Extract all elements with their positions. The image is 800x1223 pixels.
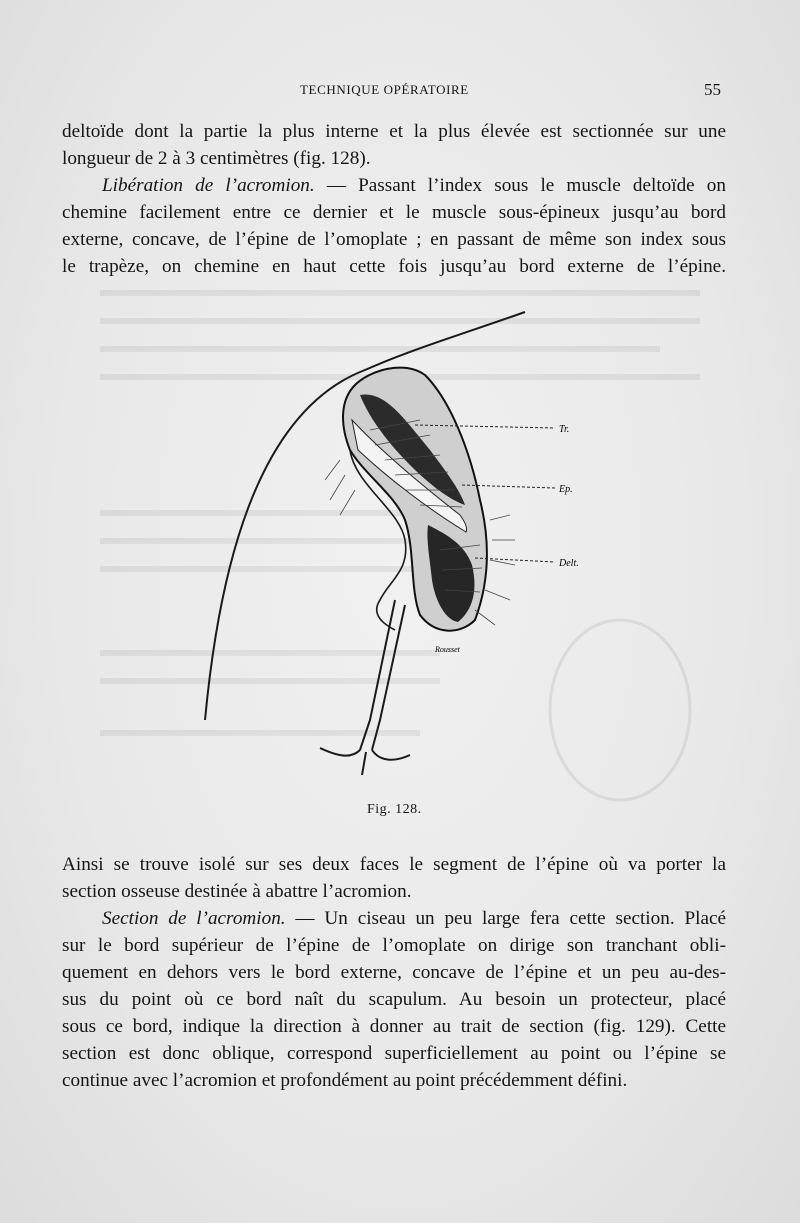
retractor-instrument xyxy=(320,600,410,775)
label-ep: Ep. xyxy=(559,484,573,495)
text-line xyxy=(62,172,726,199)
text-run: — Passant l’index sous le muscle deltoïde on xyxy=(314,175,726,196)
engraver-signature: Rousset xyxy=(435,645,460,654)
text-run: — Un ciseau un peu large fera cette section. Placé xyxy=(285,908,726,929)
text-line: sous ce bord, indique la direction à donner au trait de section (fig. 129). Cette xyxy=(62,1016,726,1037)
paragraph-deltoide xyxy=(62,118,726,172)
section-heading-liberation: Libération de l’acromion. xyxy=(102,175,315,196)
text-line: continue avec l’acromion et profondément au point précédemment défini. xyxy=(62,1070,628,1091)
text-line: section est donc oblique, correspond superficiellement au point ou l’épine se xyxy=(62,1043,726,1064)
text-line: le trapèze, on chemine en haut cette fois jusqu’au bord externe de l’épine. xyxy=(62,256,726,277)
text-line: quement en dehors vers le bord externe, concave de l’épine et un peu au-des- xyxy=(62,962,726,983)
page-header xyxy=(0,80,800,104)
figure-128-illustration xyxy=(190,300,580,790)
text-line: deltoïde dont la partie la plus interne et la plus élevée est sectionnée sur une xyxy=(62,121,726,142)
text-line: chemine facilement entre ce dernier et le muscle sous-épineux jusqu’au bord xyxy=(62,202,726,223)
text-line: sus du point où ce bord naît du scapulum. Au besoin un protecteur, placé xyxy=(62,989,726,1010)
label-delt: Delt. xyxy=(559,558,579,569)
paragraph-liberation-acromion xyxy=(62,172,726,280)
text-line: longueur de 2 à 3 centimètres (fig. 128). xyxy=(62,148,371,169)
running-title: TECHNIQUE OPÉRATOIRE xyxy=(300,82,469,97)
section-heading-section: Section de l’acromion. xyxy=(102,908,286,929)
text-line: sur le bord supérieur de l’épine de l’omoplate on dirige son tranchant obli- xyxy=(62,935,726,956)
text-line: externe, concave, de l’épine de l’omoplate ; en passant de même son index sous xyxy=(62,229,726,250)
page-number: 55 xyxy=(704,80,721,99)
paragraph-section-acromion xyxy=(62,905,726,1094)
text-line xyxy=(62,905,726,932)
label-tr: Tr. xyxy=(559,424,570,435)
paragraph-epine-isolee xyxy=(62,851,726,905)
text-line: section osseuse destinée à abattre l’acromion. xyxy=(62,881,412,902)
text-line: Ainsi se trouve isolé sur ses deux faces le segment de l’épine où va porter la xyxy=(62,854,726,875)
figure-caption: Fig. 128. xyxy=(367,802,422,817)
